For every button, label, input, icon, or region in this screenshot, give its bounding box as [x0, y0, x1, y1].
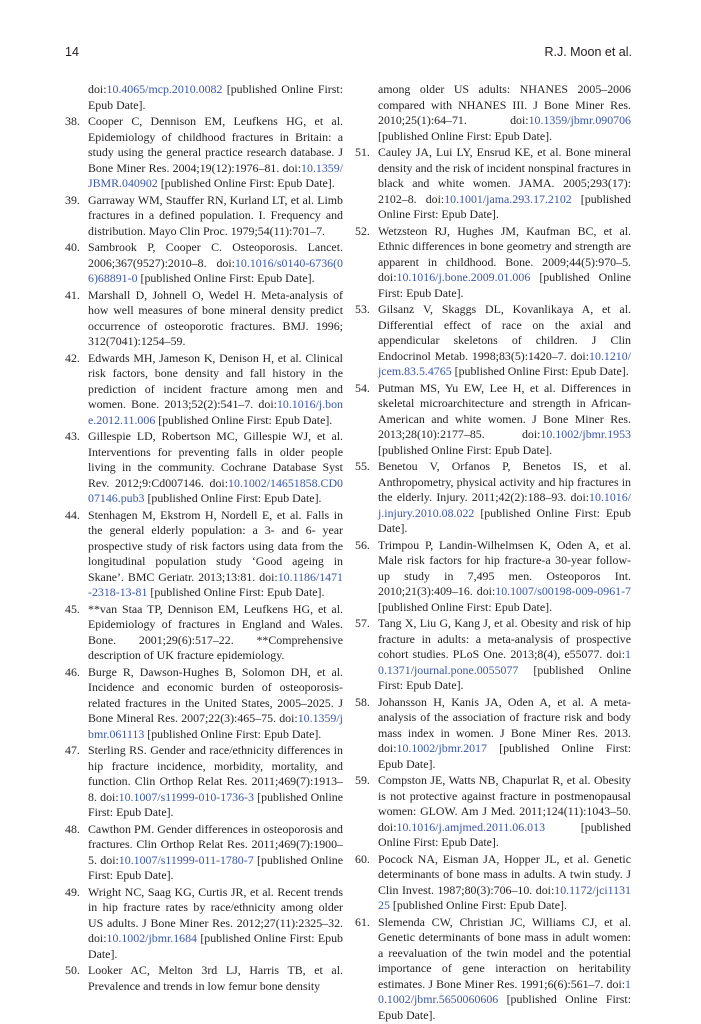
reference-number: 58.	[355, 694, 370, 709]
reference-number: 53.	[355, 302, 370, 316]
reference-text: Pocock NA, Eisman JA, Hopper JL, et al. Genetic determinants of bone mass in adults. A twin study. J Clin Invest. 1987;80(3):706–10. doi:	[378, 851, 631, 897]
reference-number: 56.	[355, 537, 370, 552]
reference-number: 42.	[65, 350, 80, 365]
doi-link[interactable]: 10.1359/JBMR.040902	[88, 160, 343, 190]
doi-link[interactable]: 10.1371/journal.pone.0055077	[378, 647, 631, 677]
doi-link[interactable]: 10.1359/jbmr.090706	[528, 113, 631, 127]
doi-link[interactable]: 10.1007/s11999-010-1736-3	[118, 789, 254, 804]
reference-column-left	[65, 82, 343, 995]
reference-text: Putman MS, Yu EW, Lee H, et al. Differences in skeletal microarchitecture and strength in African-American and white women. J Bone Miner Res. 2013;28(10):2177–85. doi:	[378, 380, 631, 441]
reference-text: Benetou V, Orfanos P, Benetos IS, et al. Anthropometry, physical activity and hip fractures in the elderly. Injury. 2011;42(2):188–93. doi:	[378, 459, 631, 504]
reference-item	[65, 429, 343, 507]
reference-note: [published Online First: Epub Date].	[389, 898, 567, 912]
reference-number: 44.	[65, 507, 80, 522]
doi-link[interactable]: 10.1172/jci113125	[378, 882, 631, 912]
reference-item	[65, 743, 343, 821]
reference-text: among older US adults: NHANES 2005–2006 compared with NHANES III. J Bone Miner Res. 2010;25(1):64–71. doi:	[378, 82, 631, 127]
reference-item	[355, 302, 631, 380]
reference-item	[355, 773, 631, 851]
reference-text: Sambrook P, Cooper C. Osteoporosis. Lancet. 2006;367(9527):2010–8. doi:	[88, 240, 343, 270]
reference-text: Cauley JA, Lui LY, Ensrud KE, et al. Bone mineral density and the risk of incident nonspinal fractures in black and white women. JAMA. 2005;293(17): 2102–8. doi:	[378, 145, 631, 206]
reference-number: 61.	[355, 914, 370, 929]
reference-text: Compston JE, Watts NB, Chapurlat R, et al. Obesity is not protective against fracture in postmenopausal women: GLOW. Am J Med. 2011;124(11):1043–50. doi:	[378, 773, 631, 834]
reference-number: 45.	[65, 601, 80, 616]
reference-text: Edwards MH, Jameson K, Denison H, et al. Clinical risk factors, bone density and fall history in the prediction of incident fracture among men and women. Bone. 2013;52(2):541–7. doi:	[88, 350, 343, 411]
reference-text: Trimpou P, Landin-Wilhelmsen K, Oden A, et al. Male risk factors for hip fracture-a 30-year follow-up study in 7,495 men. Osteoporos Int. 2010;21(3):409–16. doi:	[378, 537, 631, 598]
reference-note: [published Online First: Epub Date].	[88, 82, 343, 112]
reference-item	[65, 963, 343, 994]
reference-note: [published Online First: Epub Date].	[144, 491, 322, 505]
reference-text: Stenhagen M, Ekstrom H, Nordell E, et al. Falls in the general elderly population: a 3- and 6- year prospective study of risk factors using data from the longitudinal population study ‘Good ageing in Skane’. BMC Geriatr. 2013;13:81. doi:	[88, 507, 343, 584]
reference-item	[355, 616, 631, 694]
reference-text: Gilsanz V, Skaggs DL, Kovanlikaya A, et al. Differential effect of race on the axial and appendicular skeletons of children. J Clin Endocrinol Metab. 1998;83(5):1420–7. doi:	[378, 302, 631, 363]
doi-link[interactable]: 10.1016/s0140-6736(06)68891-0	[88, 255, 343, 285]
reference-number: 57.	[355, 616, 370, 630]
reference-note: [published Online First: Epub Date].	[451, 364, 629, 378]
reference-text: Looker AC, Melton 3rd LJ, Harris TB, et al. Prevalence and trends in low femur bone density	[88, 963, 343, 993]
reference-item	[355, 381, 631, 459]
doi-link[interactable]: 10.1002/jbmr.1953	[540, 427, 631, 441]
reference-number: 41.	[65, 287, 80, 302]
reference-item	[65, 885, 343, 963]
reference-text: Tang X, Liu G, Kang J, et al. Obesity and risk of hip fracture in adults: a meta-analysis of prospective cohort studies. PLoS One. 2013;8(4), e55077. doi:	[378, 616, 631, 661]
reference-text: Cawthon PM. Gender differences in osteoporosis and fractures. Clin Orthop Relat Res. 2011;469(7):1900–5. doi:	[88, 821, 343, 867]
reference-note: [published Online First: Epub Date].	[378, 270, 631, 300]
running-head: R.J. Moon et al.	[544, 45, 632, 59]
reference-note: [published Online First: Epub Date].	[378, 741, 631, 771]
reference-number: 55.	[355, 459, 370, 473]
reference-item	[355, 538, 631, 616]
reference-note: [published Online First: Epub Date].	[88, 789, 343, 819]
reference-text: **van Staa TP, Dennison EM, Leufkens HG, et al. Epidemiology of fractures in England and Wales. Bone. 2001;29(6):517–22. **Comprehensive description of UK fracture epidemiology.	[88, 601, 343, 662]
reference-item	[65, 602, 343, 664]
reference-text: Gillespie LD, Robertson MC, Gillespie WJ, et al. Interventions for preventing falls in older people living in the community. Cochrane Database Syst Rev. 2012;9:Cd007146. doi:	[88, 429, 343, 490]
reference-item	[65, 240, 343, 287]
doi-link[interactable]: 10.1002/jbmr.1684	[106, 931, 198, 945]
doi-link[interactable]: 10.1016/j.injury.2010.08.022	[378, 490, 631, 520]
page-header	[65, 45, 632, 63]
reference-text: Wright NC, Saag KG, Curtis JR, et al. Recent trends in hip fracture rates by race/ethnicity among older US adults. J Bone Miner Res. 2012;27(11):2325–32. doi:	[88, 884, 343, 945]
reference-text: Johansson H, Kanis JA, Oden A, et al. A meta-analysis of the association of fracture risk and body mass index in women. J Bone Miner Res. 2013. doi:	[378, 694, 631, 755]
doi-link[interactable]: 10.1002/jbmr.5650060606	[378, 976, 631, 1006]
reference-note: [published Online First: Epub Date].	[378, 442, 553, 457]
reference-note: [published Online First: Epub Date].	[155, 412, 333, 427]
doi-link[interactable]: 10.1016/j.bone.2009.01.006	[396, 270, 531, 284]
reference-note: [published Online First: Epub Date].	[378, 128, 553, 143]
reference-note: [published Online First: Epub Date].	[157, 176, 335, 190]
doi-link[interactable]: 10.1016/j.amjmed.2011.06.013	[396, 819, 546, 834]
reference-note: [published Online First: Epub Date].	[144, 726, 322, 741]
reference-item	[355, 145, 631, 223]
reference-item	[65, 114, 343, 192]
reference-number: 51.	[355, 145, 370, 159]
reference-text: Slemenda CW, Christian JC, Williams CJ, et al. Genetic determinants of bone mass in adult women: a reevaluation of the twin model and the potential importance of gene interaction on heritability estimates. J Bone Miner Res. 1991;6(6):561–7. doi:	[378, 914, 631, 991]
reference-item	[65, 288, 343, 350]
doi-link[interactable]: 10.1359/jbmr.061113	[88, 711, 343, 741]
reference-number: 52.	[355, 223, 370, 238]
reference-note: [published Online First: Epub Date].	[378, 599, 553, 614]
reference-text: doi:	[88, 82, 107, 96]
doi-link[interactable]: 10.1007/s00198-009-0961-7	[495, 584, 631, 598]
reference-number: 47.	[65, 743, 80, 757]
reference-text: Marshall D, Johnell O, Wedel H. Meta-analysis of how well measures of bone mineral density predict occurrence of osteoporotic fractures. BMJ. 1996; 312(7041):1254–59.	[88, 287, 343, 348]
reference-number: 60.	[355, 851, 370, 866]
reference-item	[355, 695, 631, 773]
reference-item	[355, 459, 631, 537]
reference-note: [published Online First: Epub Date].	[378, 992, 631, 1022]
reference-note: [published Online First: Epub Date].	[137, 271, 315, 285]
doi-link[interactable]: 10.1007/s11999-011-1780-7	[118, 852, 254, 867]
reference-number: 54.	[355, 380, 370, 395]
reference-item	[355, 915, 631, 1024]
reference-number: 38.	[65, 114, 80, 128]
doi-link[interactable]: 10.1016/j.bone.2012.11.006	[88, 397, 343, 427]
reference-text: Sterling RS. Gender and race/ethnicity differences in hip fracture incidence, morbidity, mortality, and function. Clin Orthop Relat Res. 2011;469(7):1913–8. doi:	[88, 743, 343, 804]
reference-note: [published Online First: Epub Date].	[88, 931, 343, 961]
reference-text: Burge R, Dawson-Hughes B, Solomon DH, et al. Incidence and economic burden of osteoporosis-related fractures in the United States, 2005–2025. J Bone Mineral Res. 2007;22(3):465–75. doi:	[88, 664, 343, 725]
reference-item	[65, 822, 343, 884]
reference-number: 49.	[65, 884, 80, 899]
reference-note: [published Online First: Epub Date].	[88, 852, 343, 882]
reference-number: 40.	[65, 240, 80, 254]
doi-link[interactable]: 10.1002/14651858.CD007146.pub3	[88, 475, 343, 505]
reference-item	[65, 665, 343, 743]
doi-link[interactable]: 10.1210/jcem.83.5.4765	[378, 348, 631, 378]
reference-text: Wetzsteon RJ, Hughes JM, Kaufman BC, et al. Ethnic differences in bone geometry and strength are apparent in childhood. Bone. 2009;44(5):970–5. doi:	[378, 223, 631, 284]
reference-number: 50.	[65, 963, 80, 977]
reference-number: 48.	[65, 821, 80, 836]
page-number: 14	[65, 45, 79, 59]
reference-item	[65, 351, 343, 429]
reference-text: Garraway WM, Stauffer RN, Kurland LT, et al. Limb fractures in a defined population. I. Frequency and distribution. Mayo Clin Proc. 1979;54(11):701–7.	[88, 192, 343, 238]
reference-number: 46.	[65, 664, 80, 679]
reference-item	[65, 508, 343, 601]
reference-number: 59.	[355, 773, 370, 787]
doi-link[interactable]: 10.1002/jbmr.2017	[396, 741, 488, 755]
reference-column-right	[355, 82, 631, 1024]
reference-text: Cooper C, Dennison EM, Leufkens HG, et al. Epidemiology of childhood fractures in Britain: a study using the general practice research database. J Bone Miner Res. 2004;19(12):1976–81. doi:	[88, 114, 343, 175]
reference-note: [published Online First: Epub Date].	[378, 662, 631, 692]
reference-note: [published Online First: Epub Date].	[378, 505, 631, 535]
reference-number: 39.	[65, 192, 80, 207]
reference-number: 43.	[65, 429, 80, 443]
doi-link[interactable]: 10.1001/jama.293.17.2102	[444, 191, 572, 206]
doi-link[interactable]: 10.1186/1471-2318-13-81	[88, 569, 343, 599]
reference-item	[65, 193, 343, 240]
doi-link[interactable]: 10.4065/mcp.2010.0082	[106, 82, 223, 96]
reference-item	[355, 852, 631, 914]
reference-item	[355, 224, 631, 302]
reference-item	[355, 82, 631, 144]
reference-note: [published Online First: Epub Date].	[378, 819, 631, 849]
reference-item	[65, 82, 343, 113]
reference-note: [published Online First: Epub Date].	[147, 585, 325, 599]
reference-note: [published Online First: Epub Date].	[378, 191, 631, 221]
